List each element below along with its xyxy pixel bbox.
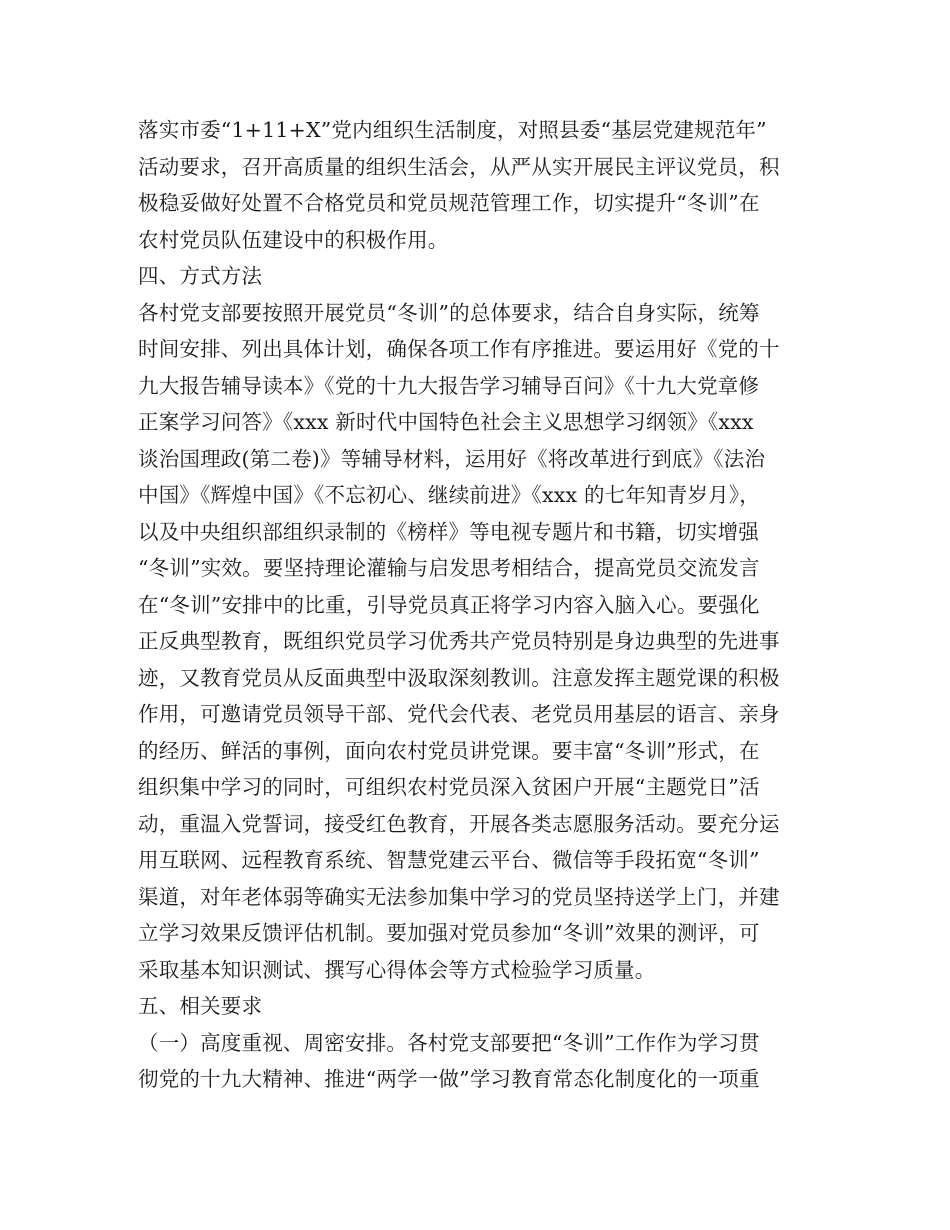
body-line: 九大报告辅导读本》《党的十九大报告学习辅导百问》《十九大党章修	[138, 373, 760, 398]
body-line: 中国》《辉煌中国》《不忘初心、继续前进》《xxx 的七年知青岁月》，	[138, 483, 760, 507]
body-line: 用互联网、远程教育系统、智慧党建云平台、微信等手段拓宽“冬训”	[138, 848, 760, 872]
body-line: “冬训”实效。要坚持理论灌输与启发思考相结合，提高党员交流发言	[138, 556, 760, 580]
document-page	[138, 112, 818, 1098]
body-line: 以及中央组织部组织录制的《榜样》等电视专题片和书籍，切实增强	[138, 519, 759, 544]
body-line: 落实市委“1+11+X”党内组织生活制度，对照县委“基层党建规范年”	[138, 118, 767, 142]
body-line: 在“冬训”安排中的比重，引导党员真正将学习内容入脑入心。要强化	[138, 592, 760, 617]
body-line: 正反典型教育，既组织党员学习优秀共产党员特别是身边典型的先进事	[138, 629, 780, 653]
body-line: 动，重温入党誓词，接受红色教育，开展各类志愿服务活动。要充分运	[138, 811, 780, 836]
body-line: 组织集中学习的同时，可组织农村党员深入贫困户开展“主题党日”活	[138, 775, 760, 799]
body-line: 农村党员队伍建设中的积极作用。	[138, 227, 449, 252]
body-line: 的经历、鲜活的事例，面向农村党员讲党课。要丰富“冬训”形式，在	[138, 738, 760, 763]
body-line: 立学习效果反馈评估机制。要加强对党员参加“冬训”效果的测评，可	[138, 921, 760, 945]
section-heading-methods: 四、方式方法	[138, 264, 263, 288]
body-line: （一）高度重视、周密安排。各村党支部要把“冬训”工作作为学习贯	[138, 1030, 760, 1055]
body-line: 正案学习问答》《xxx 新时代中国特色社会主义思想学习纲领》《xxx	[138, 410, 754, 434]
body-line: 彻党的十九大精神、推进“两学一做”学习教育常态化制度化的一项重	[138, 1067, 760, 1091]
body-line: 渠道，对年老体弱等确实无法参加集中学习的党员坚持送学上门，并建	[138, 884, 780, 909]
body-line: 迹，又教育党员从反面典型中汲取深刻教训。注意发挥主题党课的积极	[138, 665, 780, 690]
body-line: 谈治国理政(第二卷)》等辅导材料，运用好《将改革进行到底》《法治	[138, 446, 766, 471]
body-line: 时间安排、列出具体计划，确保各项工作有序推进。要运用好《党的十	[138, 337, 780, 361]
section-heading-requirements: 五、相关要求	[138, 994, 263, 1018]
body-line: 作用，可邀请党员领导干部、党代会代表、老党员用基层的语言、亲身	[138, 702, 780, 726]
body-line: 极稳妥做好处置不合格党员和党员规范管理工作，切实提升“冬训”在	[138, 191, 760, 215]
body-line: 各村党支部要按照开展党员“冬训”的总体要求，结合自身实际，统筹	[138, 300, 760, 325]
body-line: 采取基本知识测试、撰写心得体会等方式检验学习质量。	[138, 957, 656, 982]
body-line: 活动要求，召开高质量的组织生活会，从严从实开展民主评议党员，积	[138, 154, 780, 179]
